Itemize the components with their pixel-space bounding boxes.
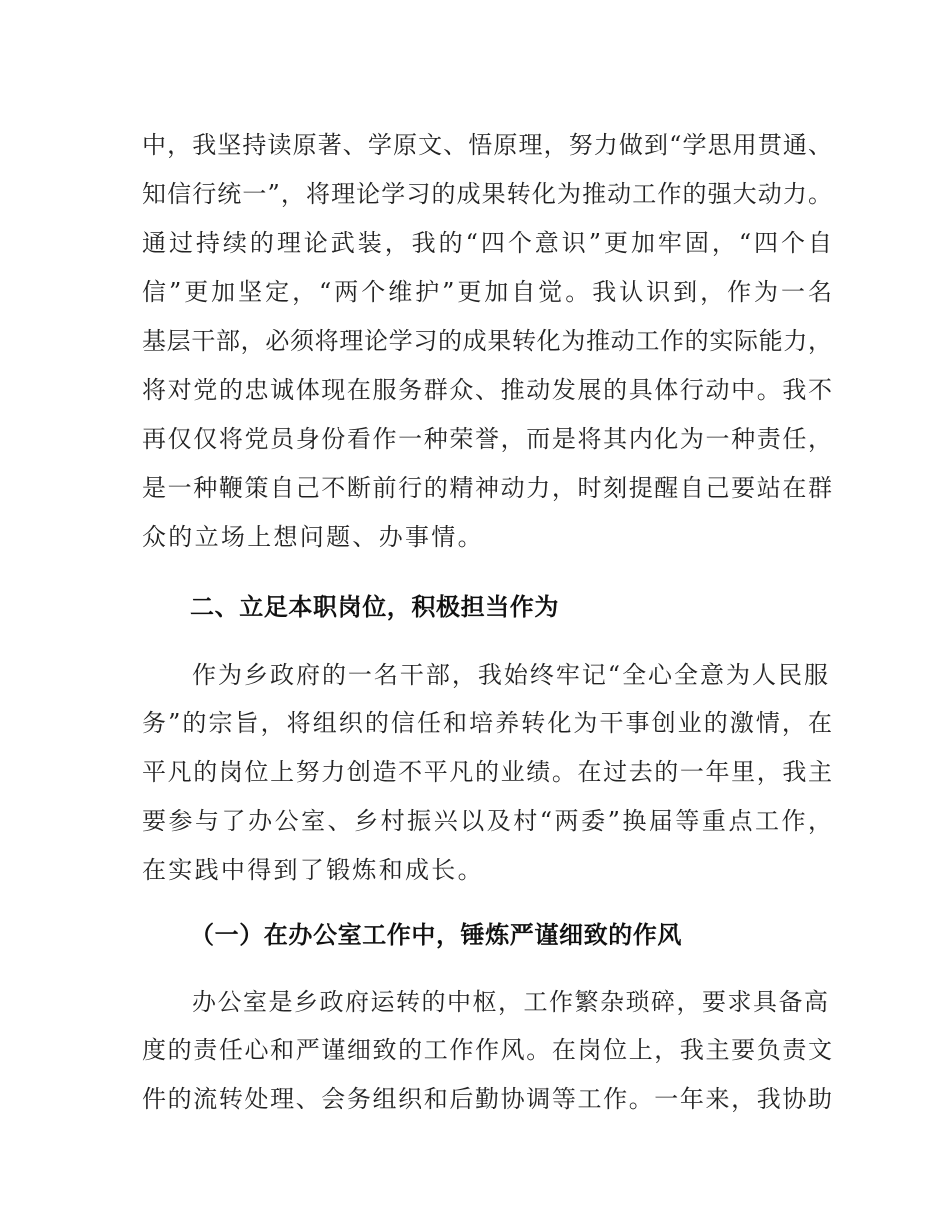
text-line: 在实践中得到了锻炼和成长。: [142, 856, 484, 884]
text-line: 知信行统一”，将理论学习的成果转化为推动工作的强大动力。: [142, 180, 832, 208]
text-line: 再仅仅将党员身份看作一种荣誉，而是将其内化为一种责任，: [142, 425, 832, 453]
text-line: 是一种鞭策自己不断前行的精神动力，时刻提醒自己要站在群: [142, 474, 832, 502]
text-line: 办公室是乡政府运转的中枢，工作繁杂琐碎，要求具备高: [192, 988, 828, 1016]
text-line: 通过持续的理论武装，我的“四个意识”更加牢固，“四个自: [142, 229, 832, 257]
text-line: 将对党的忠诚体现在服务群众、推动发展的具体行动中。我不: [142, 376, 832, 404]
text-line: 平凡的岗位上努力创造不平凡的业绩。在过去的一年里，我主: [142, 758, 832, 786]
text-line: 度的责任心和严谨细致的工作作风。在岗位上，我主要负责文: [142, 1036, 832, 1064]
subsection-heading: （一）在办公室工作中，锤炼严谨细致的作风: [190, 921, 682, 949]
section-heading: 二、立足本职岗位，积极担当作为: [190, 593, 559, 621]
text-line: 作为乡政府的一名干部，我始终牢记“全心全意为人民服: [192, 661, 828, 689]
text-line: 信”更加坚定，“两个维护”更加自觉。我认识到，作为一名: [142, 278, 832, 306]
text-line: 件的流转处理、会务组织和后勤协调等工作。一年来，我协助: [142, 1085, 832, 1113]
text-line: 要参与了办公室、乡村振兴以及村“两委”换届等重点工作，: [142, 807, 832, 835]
text-line: 基层干部，必须将理论学习的成果转化为推动工作的实际能力，: [142, 327, 832, 355]
text-line: 众的立场上想问题、办事情。: [142, 523, 484, 551]
text-line: 中，我坚持读原著、学原文、悟原理，努力做到“学思用贯通、: [142, 131, 832, 159]
text-line: 务”的宗旨，将组织的信任和培养转化为干事创业的激情，在: [142, 709, 832, 737]
